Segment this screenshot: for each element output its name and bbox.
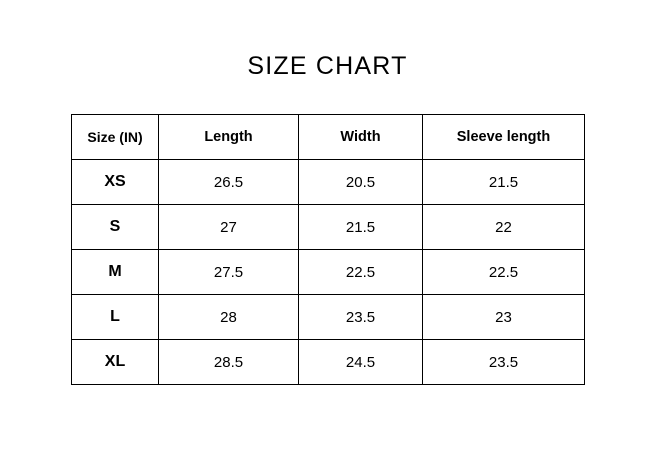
cell-sleeve-length: 22.5 [423,250,585,295]
cell-width: 22.5 [299,250,423,295]
cell-length: 28.5 [159,340,299,385]
cell-length: 28 [159,295,299,340]
table-row [72,340,585,385]
column-header-length: Length [159,115,299,160]
column-header-width: Width [299,115,423,160]
table-header [72,115,585,160]
table-body [72,160,585,385]
cell-length: 26.5 [159,160,299,205]
cell-sleeve-length: 22 [423,205,585,250]
cell-length: 27.5 [159,250,299,295]
cell-width: 21.5 [299,205,423,250]
table-row [72,295,585,340]
column-header-sleeve-length: Sleeve length [423,115,585,160]
cell-length: 27 [159,205,299,250]
cell-size: M [72,250,159,295]
size-chart-table [71,114,585,385]
cell-size: S [72,205,159,250]
cell-sleeve-length: 21.5 [423,160,585,205]
cell-width: 23.5 [299,295,423,340]
cell-size: L [72,295,159,340]
cell-size: XS [72,160,159,205]
column-header-size: Size (IN) [72,115,159,160]
cell-width: 24.5 [299,340,423,385]
table-row [72,205,585,250]
cell-width: 20.5 [299,160,423,205]
cell-sleeve-length: 23 [423,295,585,340]
cell-sleeve-length: 23.5 [423,340,585,385]
cell-size: XL [72,340,159,385]
table-row [72,250,585,295]
table-header-row [72,115,585,160]
table-row [72,160,585,205]
page-title: SIZE CHART [247,52,408,80]
size-chart-table-container [71,114,584,385]
